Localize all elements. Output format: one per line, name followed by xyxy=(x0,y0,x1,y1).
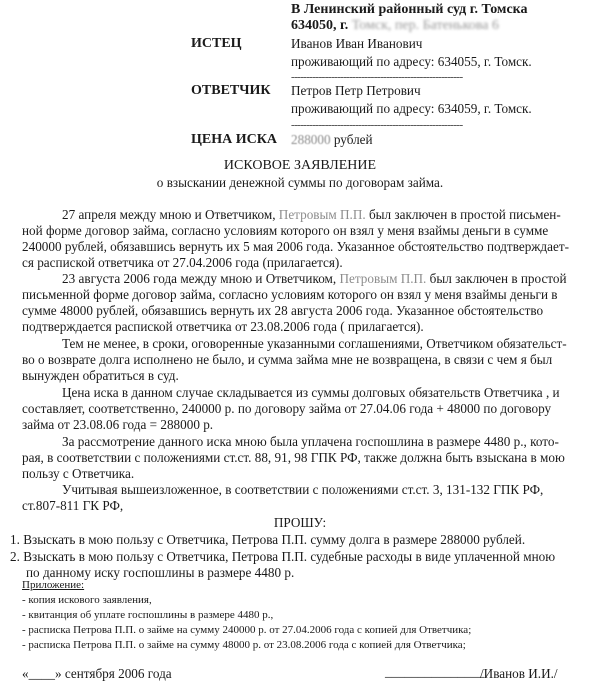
attachment-item: - расписка Петрова П.П. о займе на сумму 240000 р. от 27.04.2006 года с копией для Ответчика; xyxy=(22,624,472,636)
separator: -------------------------------------------------------- xyxy=(291,71,463,83)
attachment-item: - квитанция об уплате госпошлины в размере 4480 р., xyxy=(22,609,274,621)
claim-price-label: ЦЕНА ИСКА xyxy=(191,132,277,147)
p5-line-3: пользу с Ответчика. xyxy=(22,466,135,481)
p1-line-2: ной форме договор займа, согласно условиям которого он взял у меня взаймы деньги в сумме xyxy=(22,223,549,238)
redacted-name: Петровым П.П. xyxy=(278,207,366,222)
request-heading: ПРОШУ: xyxy=(273,515,327,530)
court-address-blurred: Томск, пер. Батенькова 6 xyxy=(351,18,499,33)
signature-line: _______________ xyxy=(385,664,484,679)
p6-line-1: Учитывая вышеизложенное, в соответствии с положениями ст.ст. 3, 131-132 ГПК РФ, xyxy=(62,482,544,497)
document-date: «____» сентября 2006 года xyxy=(22,666,172,681)
p2-line-4: подтверждается распиской ответчика от 23.08.2006 года ( прилагается). xyxy=(22,319,424,334)
separator: -------------------------------------------------------- xyxy=(291,119,463,131)
plaintiff-address: проживающий по адресу: 634055, г. Томск. xyxy=(291,54,532,69)
p2-line-2: письменной форме договор займа, согласно условиям которого он взял у меня взаймы деньги в xyxy=(22,287,558,302)
p1-line-1: 27 апреля между мною и Ответчиком, Петровым П.П. был заключен в простой письмен- xyxy=(62,207,561,222)
redacted-name: Петровым П.П. xyxy=(339,271,427,286)
request-item-1: 1. Взыскать в мою пользу с Ответчика, Петрова П.П. сумму долга в размере 288000 рублей. xyxy=(10,532,526,547)
p1-line-3: 240000 рублей, обязавшись вернуть их 5 мая 2006 года. Указанное обстоятельство подтверждает- xyxy=(22,239,569,254)
document-subtitle: о взыскании денежной суммы по договорам займа. xyxy=(156,175,444,190)
signature-name: /Иванов И.И./ xyxy=(480,666,558,681)
p5-line-2: рая, в соответствии с положениями ст.ст. 88, 91, 98 ГПК РФ, также должна быть взыскана в мою xyxy=(22,450,565,465)
claim-price xyxy=(291,132,373,149)
claim-price-value: 288000 xyxy=(291,132,331,147)
p4-line-3: займа от 23.08.06 года = 288000 р. xyxy=(22,417,214,432)
attachment-item: - расписка Петрова П.П. о займе на сумму 48000 р. от 23.08.2006 года с копией для Ответчика; xyxy=(22,639,466,651)
request-item-2: 2. Взыскать в мою пользу с Ответчика, Петрова П.П. судебные расходы в виде уплаченной мною xyxy=(10,549,556,564)
p6-line-2: ст.807-811 ГК РФ, xyxy=(22,498,124,513)
document-title: ИСКОВОЕ ЗАЯВЛЕНИЕ xyxy=(223,158,377,173)
court-address-prefix: 634050, г. xyxy=(291,18,349,33)
p1-line-4: ся распиской ответчика от 27.04.2006 года (прилагается). xyxy=(22,255,343,270)
attachments-heading: Приложение: xyxy=(22,579,85,591)
defendant-address: проживающий по адресу: 634059, г. Томск. xyxy=(291,101,532,116)
defendant-label: ОТВЕТЧИК xyxy=(191,83,271,98)
plaintiff-name: Иванов Иван Иванович xyxy=(291,36,423,51)
p4-line-1: Цена иска в данном случае складывается из суммы долговых обязательств Ответчика , и xyxy=(62,385,560,400)
court-address xyxy=(291,18,499,35)
p4-line-2: составляет, соответственно, 240000 р. по договору займа от 27.04.06 года + 48000 по договору xyxy=(22,401,552,416)
court-name: В Ленинский районный суд г. Томска xyxy=(291,2,528,17)
attachment-item: - копия искового заявления, xyxy=(22,594,152,606)
p2-line-3: сумме 48000 рублей, обязавшись вернуть их 28 августа 2006 года. Указанное обстоятельство xyxy=(22,303,544,318)
p3-line-1: Тем не менее, в сроки, оговоренные указанными соглашениями, Ответчиком обязательст- xyxy=(62,336,567,351)
p3-line-3: вынужден обратиться в суд. xyxy=(22,368,179,383)
p5-line-1: За рассмотрение данного иска мною была уплачена госпошлина в размере 4480 р., кото- xyxy=(62,434,559,449)
p2-line-1: 23 августа 2006 года между мною и Ответчиком, Петровым П.П. был заключен в простой xyxy=(62,271,567,286)
claim-price-unit: рублей xyxy=(330,132,373,147)
p3-line-2: во о возврате долга исполнено не было, и сумма займа мне не возвращена, в связи с чем я был xyxy=(22,352,553,367)
defendant-name: Петров Петр Петрович xyxy=(291,83,421,98)
plaintiff-label: ИСТЕЦ xyxy=(191,36,242,51)
request-item-2-cont: по данному иску госпошлины в размере 4480 р. xyxy=(26,565,295,580)
